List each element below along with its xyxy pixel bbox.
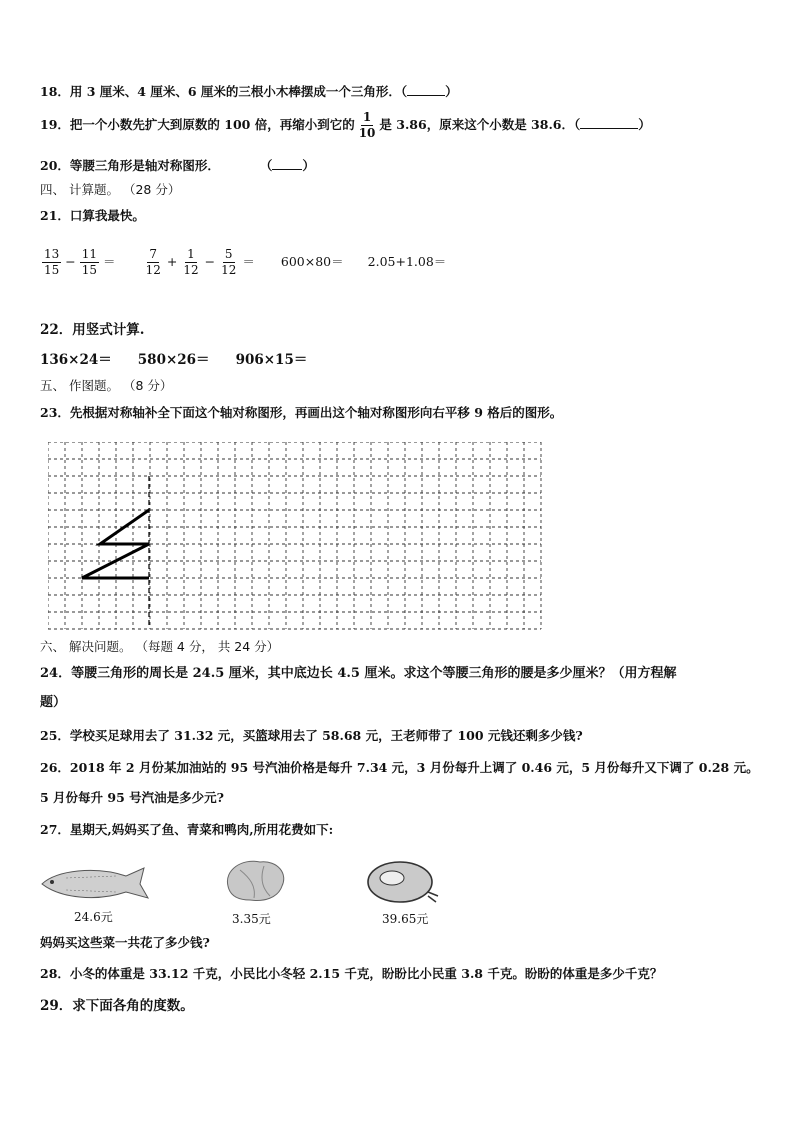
expression-3: 906×15＝	[235, 352, 308, 368]
answer-blank[interactable]	[272, 156, 302, 170]
question-27-question: 妈妈买这些菜一共花了多少钱?	[40, 935, 210, 950]
fraction-numerator: 1	[362, 110, 372, 124]
expression-1: 136×24＝	[40, 352, 112, 368]
question-21-expressions	[40, 244, 470, 280]
duck-icon	[362, 852, 442, 908]
bracket-close: ）	[302, 158, 315, 173]
question-20	[40, 156, 315, 175]
fraction-denominator: 15	[44, 262, 60, 277]
cabbage-price: 3.35元	[232, 912, 271, 926]
question-24-line-1: 24．等腰三角形的周长是 24.5 厘米，其中底边长 4.5 厘米。求这个等腰三角形的腰是多少厘米？（用方程解	[40, 666, 677, 681]
fraction	[144, 247, 163, 278]
duck-price: 39.65元	[382, 912, 429, 926]
grocery-items	[30, 846, 460, 928]
fraction-denominator: 12	[183, 262, 199, 277]
question-21-title: 21．口算我最快。	[40, 208, 145, 223]
question-22-expressions	[40, 351, 307, 369]
section-4-heading: 四、 计算题。 （28 分）	[40, 182, 181, 197]
expression-2: 580×26＝	[137, 352, 210, 368]
question-29: 29．求下面各角的度数。	[40, 998, 194, 1014]
expression-3: 600×80＝	[280, 254, 344, 269]
operator: −	[204, 254, 216, 269]
fraction-denominator: 12	[221, 262, 237, 277]
expression-1	[40, 247, 118, 278]
question-26-line-2: 5 月份每升 95 号汽油是多少元?	[40, 790, 224, 805]
answer-blank[interactable]	[407, 82, 445, 96]
section-5-heading: 五、 作图题。 （8 分）	[40, 378, 173, 393]
answer-blank[interactable]	[580, 115, 638, 129]
drawing-grid[interactable]	[48, 442, 542, 632]
question-23: 23．先根据对称轴补全下面这个轴对称图形，再画出这个轴对称图形向右平移 9 格后的图形。	[40, 405, 563, 420]
fraction-numerator: 5	[224, 246, 233, 261]
fraction-denominator: 15	[81, 262, 98, 277]
operator: −	[65, 254, 76, 269]
fraction	[219, 247, 238, 278]
section-6-heading: 六、 解决问题。 （每题 4 分， 共 24 分）	[40, 639, 280, 654]
question-19-pre: 19．把一个小数先扩大到原数的 100 倍，再缩小到它的	[40, 117, 355, 132]
question-22-title: 22．用竖式计算.	[40, 322, 145, 338]
fraction-denominator: 10	[358, 126, 376, 140]
bracket-close: ）	[445, 84, 458, 99]
fraction-denominator: 12	[145, 262, 161, 277]
fraction	[42, 247, 61, 278]
question-18	[40, 82, 458, 101]
cabbage-icon	[220, 856, 292, 904]
fraction-one-tenth	[357, 110, 378, 141]
question-20-text: 20．等腰三角形是轴对称图形．	[40, 158, 220, 173]
question-19	[40, 110, 651, 141]
fish-price: 24.6元	[74, 910, 113, 924]
bracket-open: （	[259, 158, 273, 173]
fraction	[181, 247, 200, 278]
operator: +	[166, 254, 178, 269]
question-28: 28．小冬的体重是 33.12 千克，小民比小冬轻 2.15 千克，盼盼比小民重 3.8 千克。盼盼的体重是多少千克？	[40, 966, 663, 981]
bracket-close: ）	[638, 117, 651, 132]
question-24-line-2: 题）	[40, 695, 67, 710]
question-18-text: 18．用 3 厘米、4 厘米、6 厘米的三根小木棒摆成一个三角形．（	[40, 84, 408, 99]
fraction-numerator: 1	[187, 246, 195, 261]
question-27-title: 27．星期天,妈妈买了鱼、青菜和鸭肉,所用花费如下:	[40, 822, 334, 837]
equals: ＝	[103, 254, 116, 269]
question-25: 25．学校买足球用去了 31.32 元，买篮球用去了 58.68 元，王老师带了 100 元钱还剩多少钱?	[40, 728, 583, 743]
fraction-numerator: 11	[81, 246, 98, 261]
fraction	[80, 247, 99, 278]
question-26-line-1: 26．2018 年 2 月份某加油站的 95 号汽油价格是每升 7.34 元，3 月份每升上调了 0.46 元，5 月份每升又下调了 0.28 元。	[40, 760, 759, 775]
fraction-numerator: 13	[44, 246, 60, 261]
expression-4: 2.05+1.08＝	[367, 254, 447, 269]
question-19-post: 是 3.86，原来这个小数是 38.6．（	[379, 117, 581, 132]
equals: ＝	[242, 254, 255, 269]
fraction-numerator: 7	[149, 246, 158, 261]
expression-2	[142, 247, 257, 278]
fish-icon	[36, 864, 156, 902]
